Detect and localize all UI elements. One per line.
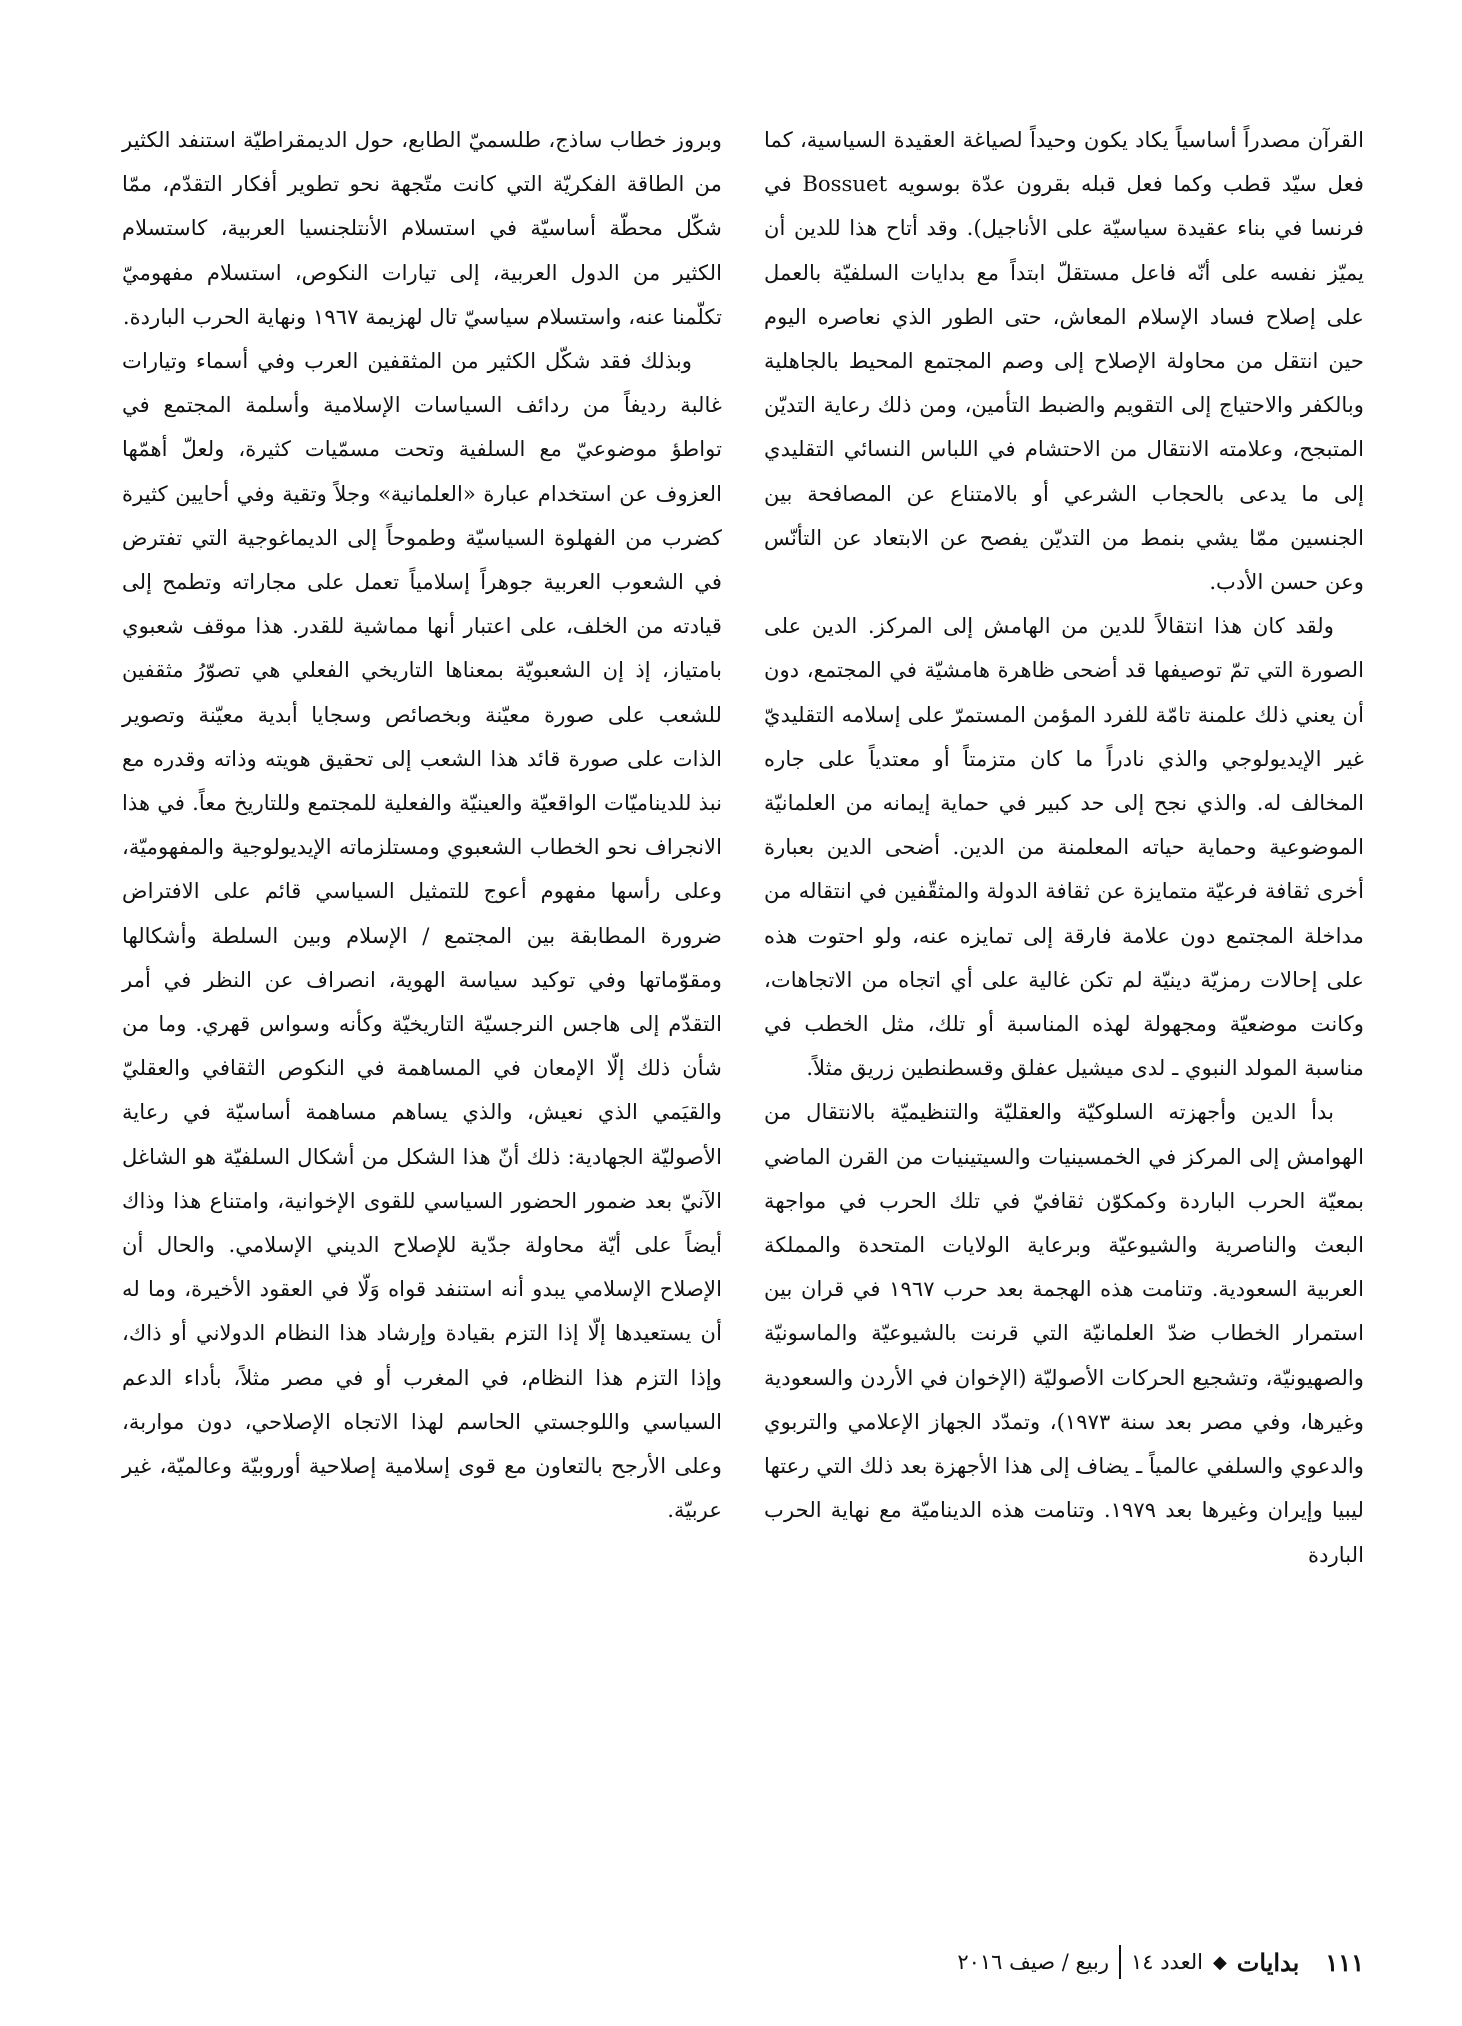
page-number: ١١١ [1325, 1947, 1364, 1977]
right-text-column [764, 118, 1364, 1577]
page-footer [120, 1942, 1364, 1982]
paragraph: القرآن مصدراً أساسياً يكاد يكون وحيداً لصياغة العقيدة السياسية، كما فعل سيّد قطب وكما فعل قبله بقرون عدّة بوسويه Bossuet في فرنسا في بناء عقيدة سياسيّة على الأناجيل). وقد أتاح هذا للدين أن يميّز نفسه على أنّه فاعل مستقلّ ابتداً مع بدايات السلفيّة بالعمل على إصلاح فساد الإسلام المعاش، حتى الطور الذي نعاصره اليوم حين انتقل من محاولة الإصلاح إلى وصم المجتمع المحيط بالجاهلية وبالكفر والاحتياج إلى التقويم والضبط التأمين، ومن ذلك رعاية التديّن المتبجح، وعلامته الانتقال من الاحتشام في اللباس النسائي التقليدي إلى ما يدعى بالحجاب الشرعي أو بالامتناع عن المصافحة بين الجنسين ممّا يشي بنمط من التديّن يفصح عن الابتعاد عن التأنّس وعن حسن الأدب. [764, 127, 1364, 595]
issue-season: ربيع / صيف ٢٠١٦ [957, 1950, 1109, 1974]
footer-divider [1119, 1945, 1121, 1979]
journal-name: بدايات [1236, 1947, 1300, 1977]
paragraph: ولقد كان هذا انتقالاً للدين من الهامش إلى المركز. الدين على الصورة التي تمّ توصيفها قد أضحى ظاهرة هامشيّة في المجتمع، دون أن يعني ذلك علمنة تامّة للفرد المؤمن المستمرّ على إسلامه التقليديّ غير الإيديولوجي والذي نادراً ما كان متزمتاً أو معتدياً على جاره المخالف له. والذي نجح إلى حد كبير في حماية إيمانه من العلمانيّة الموضوعية وحماية حياته المعلمنة من الدين. أضحى الدين بعبارة أخرى ثقافة فرعيّة متمايزة عن ثقافة الدولة والمثقّفين في انتقاله من مداخلة المجتمع دون علامة فارقة إلى تمايزه عنه، ولو احتوت هذه على إحالات رمزيّة دينيّة لم تكن غالية على أي اتجاه من الاتجاهات، وكانت موضعيّة ومجهولة لهذه المناسبة أو تلك، مثل الخطب في مناسبة المولد النبوي ـ لدى ميشيل عفلق وقسطنطين زريق مثلاً. [764, 613, 1364, 1081]
issue-number: العدد ١٤ [1130, 1950, 1203, 1974]
diamond-icon: ◆ [1212, 1951, 1227, 1973]
paragraph: بدأ الدين وأجهزته السلوكيّة والعقليّة والتنظيميّة بالانتقال من الهوامش إلى المركز في الخمسينيات والسيتينيات من القرن الماضي بمعيّة الحرب الباردة وكمكوّن ثقافيّ في تلك الحرب في مواجهة البعث والناصرية والشيوعيّة وبرعاية الولايات المتحدة والمملكة العربية السعودية. وتنامت هذه الهجمة بعد حرب ١٩٦٧ في قران بين استمرار الخطاب ضدّ العلمانيّة التي قرنت بالشيوعيّة والماسونيّة والصهيونيّة، وتشجيع الحركات الأصوليّة (الإخوان في الأردن والسعودية وغيرها، وفي مصر بعد سنة ١٩٧٣)، وتمدّد الجهاز الإعلامي والتربوي والدعوي والسلفي عالمياً ـ يضاف إلى هذا الأجهزة بعد ذلك التي رعتها ليبيا وإيران وغيرها بعد ١٩٧٩. وتنامت هذه الديناميّة مع نهاية الحرب الباردة [764, 1099, 1364, 1567]
paragraph: وبذلك فقد شكّل الكثير من المثقفين العرب وفي أسماء وتيارات غالبة رديفاً من ردائف السياسات الإسلامية وأسلمة المجتمع في تواطؤ موضوعيّ مع السلفية وتحت مسمّيات كثيرة، ولعلّ أهمّها العزوف عن استخدام عبارة «العلمانية» وجلاً وتقية وفي أحايين كثيرة كضرب من الفهلوة السياسيّة وطموحاً إلى الديماغوجية التي تفترض في الشعوب العربية جوهراً إسلامياً تعمل على مجاراته وتطمح إلى قيادته من الخلف، على اعتبار أنها مماشية للقدر. هذا موقف شعبوي بامتياز، إذ إن الشعبويّة بمعناها التاريخي الفعلي هي تصوّرُ مثقفين للشعب على صورة معيّنة وبخصائص وسجايا أبدية معيّنة وتصوير الذات على صورة قائد هذا الشعب إلى تحقيق هويته وذاته وقدره مع نبذ للديناميّات الواقعيّة والعينيّة والفعلية للمجتمع وللتاريخ معاً. في هذا الانجراف نحو الخطاب الشعبوي ومستلزماته الإيديولوجية والمفهوميّة، وعلى رأسها مفهوم أعوج للتمثيل السياسي قائم على الافتراض ضرورة المطابقة بين المجتمع / الإسلام وبين السلطة وأشكالها ومقوّماتها وفي توكيد سياسة الهوية، انصراف عن النظر في أمر التقدّم إلى هاجس النرجسيّة التاريخيّة وكأنه وسواس قهري. وما من شأن ذلك إلّا الإمعان في المساهمة في النكوص الثقافي والعقليّ والقيَمي الذي نعيش، والذي يساهم مساهمة أساسيّة في رعاية الأصوليّة الجهادية: ذلك أنّ هذا الشكل من أشكال السلفيّة هو الشاغل الآنيّ بعد ضمور الحضور السياسي للقوى الإخوانية، وامتناع هذا وذاك أيضاً على أيّة محاولة جدّية للإصلاح الديني الإسلامي. والحال أن الإصلاح الإسلامي يبدو أنه استنفد قواه وَلّا في العقود الأخيرة، وما له أن يستعيدها إلّا إذا التزم بقيادة وإرشاد هذا النظام الدولاني أو ذاك، وإذا التزم هذا النظام، في المغرب أو في مصر مثلاً، بأداء الدعم السياسي واللوجستي الحاسم لهذا الاتجاه الإصلاحي، دون مواربة، وعلى الأرجح بالتعاون مع قوى إسلامية إصلاحية أوروبيّة وعالميّة، غير عربيّة. [122, 348, 722, 1523]
paragraph: وبروز خطاب ساذج، طلسميّ الطابع، حول الديمقراطيّة استنفد الكثير من الطاقة الفكريّة التي كانت متّجهة نحو تطوير أفكار التقدّم، ممّا شكّل محطّة أساسيّة في استسلام الأنتلجنسيا العربية، كاستسلام الكثير من الدول العربية، إلى تيارات النكوص، استسلام مفهوميّ تكلّمنا عنه، واستسلام سياسيّ تال لهزيمة ١٩٦٧ ونهاية الحرب الباردة. [122, 127, 722, 329]
left-text-column [122, 118, 722, 1533]
